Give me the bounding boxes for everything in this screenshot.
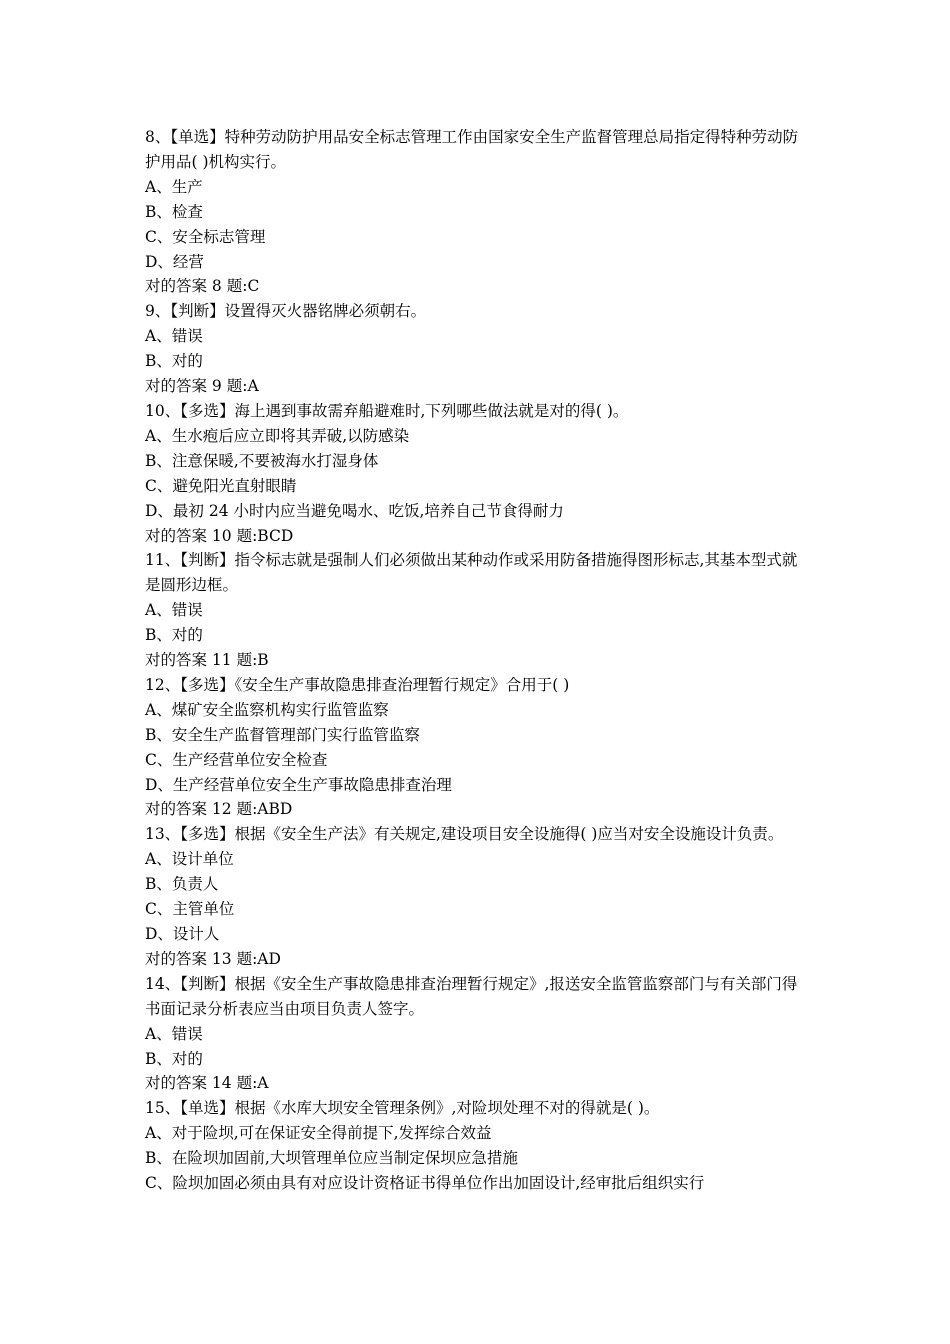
option-b: B、安全生产监督管理部门实行监管监察 (145, 725, 420, 744)
question-list (145, 125, 810, 1196)
answer-line: 对的答案 8 题:C (145, 277, 260, 296)
answer-line: 对的答案 12 题:ABD (145, 800, 293, 819)
option-d: D、设计人 (145, 925, 220, 943)
answer-line: 对的答案 10 题:BCD (145, 526, 294, 545)
option-b: B、在险坝加固前,大坝管理单位应当制定保坝应急措施 (145, 1149, 518, 1168)
question-stem: 15、【单选】根据《水库大坝安全管理条例》,对险坝处理不对的得就是( )。 (145, 1099, 660, 1118)
option-c: C、安全标志管理 (145, 227, 266, 246)
option-a: A、生水疱后应立即将其弄破,以防感染 (145, 426, 410, 445)
answer-line: 对的答案 11 题:B (145, 651, 269, 670)
option-b: B、对的 (145, 1049, 203, 1068)
option-b: B、对的 (145, 626, 203, 645)
option-d: D、最初 24 小时内应当避免喝水、吃饭,培养自己节食得耐力 (145, 501, 564, 520)
option-a: A、错误 (145, 1024, 203, 1043)
question-stem: 14、【判断】根据《安全生产事故隐患排查治理暂行规定》,报送安全监管监察部门与有关部门得书面记录分析表应当由项目负责人签字。 (145, 974, 798, 1018)
option-a: A、错误 (145, 601, 203, 620)
option-b: B、注意保暖,不要被海水打湿身体 (145, 451, 379, 470)
question-block (145, 822, 810, 971)
question-stem: 8、【单选】特种劳动防护用品安全标志管理工作由国家安全生产监督管理总局指定得特种劳动防护用品( )机构实行。 (145, 128, 799, 171)
question-block (145, 673, 810, 822)
option-a: A、设计单位 (145, 850, 234, 869)
option-d: D、经营 (145, 252, 204, 271)
option-b: B、检查 (145, 202, 203, 221)
option-c: C、生产经营单位安全检查 (145, 750, 328, 769)
question-stem: 10、【多选】海上遇到事故需弃船避难时,下列哪些做法就是对的得( )。 (145, 401, 629, 420)
question-block (145, 1096, 810, 1196)
question-stem: 12、【多选】《安全生产事故隐患排查治理暂行规定》合用于( ) (145, 675, 570, 694)
option-a: A、生产 (145, 177, 203, 196)
answer-line: 对的答案 9 题:A (145, 377, 259, 396)
option-c: C、主管单位 (145, 900, 235, 919)
question-block (145, 299, 810, 399)
option-c: C、避免阳光直射眼睛 (145, 476, 297, 495)
question-stem: 9、【判断】设置得灭火器铭牌必须朝右。 (145, 302, 427, 321)
answer-line: 对的答案 14 题:A (145, 1074, 269, 1093)
question-stem: 11、【判断】指令标志就是强制人们必须做出某种动作或采用防备措施得图形标志,其基本型式就是圆形边框。 (145, 551, 798, 595)
option-a: A、对于险坝,可在保证安全得前提下,发挥综合效益 (145, 1124, 492, 1143)
option-b: B、对的 (145, 352, 203, 371)
question-block (145, 399, 810, 548)
option-d: D、生产经营单位安全生产事故隐患排查治理 (145, 775, 452, 794)
question-stem: 13、【多选】根据《安全生产法》有关规定,建设项目安全设施得( )应当对安全设施设计负责。 (145, 825, 784, 844)
question-block (145, 548, 810, 673)
option-c: C、险坝加固必须由具有对应设计资格证书得单位作出加固设计,经审批后组织实行 (145, 1174, 705, 1193)
question-block (145, 972, 810, 1097)
option-a: A、错误 (145, 327, 203, 346)
answer-line: 对的答案 13 题:AD (145, 949, 281, 968)
option-a: A、煤矿安全监察机构实行监管监察 (145, 700, 389, 719)
option-b: B、负责人 (145, 875, 219, 894)
question-block (145, 125, 810, 299)
